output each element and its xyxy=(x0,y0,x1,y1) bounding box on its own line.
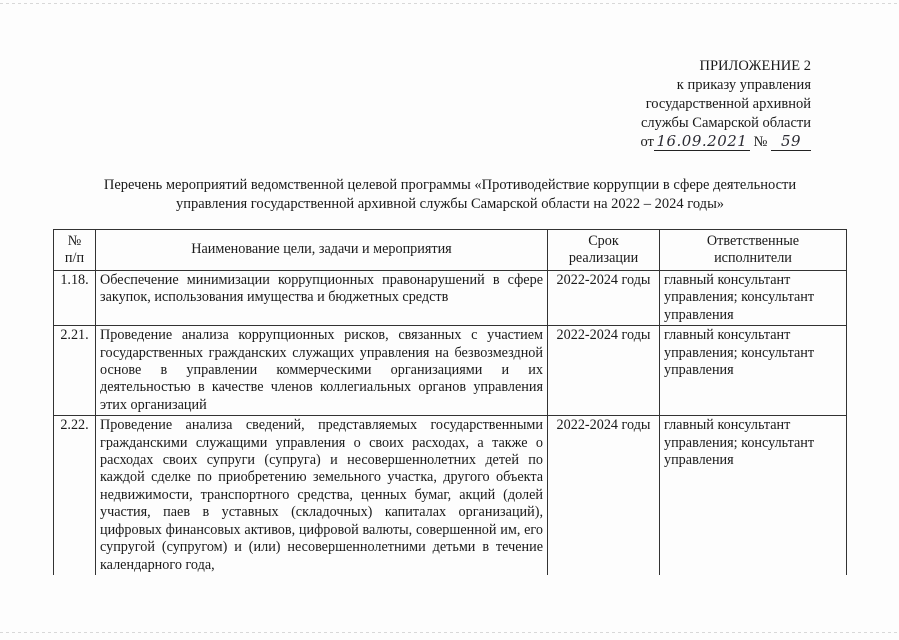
document-heading xyxy=(90,176,810,214)
appendix-title: ПРИЛОЖЕНИЕ 2 xyxy=(699,58,811,74)
appendix-stamp xyxy=(611,57,811,152)
table-row xyxy=(54,271,847,326)
row-responsible: главный консультант управления; консультант управления xyxy=(660,416,847,575)
header-responsible: Ответственные исполнители xyxy=(660,230,847,271)
from-label: от xyxy=(640,134,654,150)
row-number: 1.18. xyxy=(54,271,96,326)
appendix-line-2: государственной архивной xyxy=(645,96,811,112)
row-term: 2022-2024 годы xyxy=(548,416,660,575)
table-row xyxy=(54,416,847,575)
table-row xyxy=(54,326,847,416)
header-name: Наименование цели, задачи и мероприятия xyxy=(96,230,548,271)
heading-line-2: управления государственной архивной службы Самарской области на 2022 – 2024 годы» xyxy=(175,196,725,212)
row-responsible: главный консультант управления; консультант управления xyxy=(660,271,847,326)
handwritten-number: 59 xyxy=(780,132,802,150)
scan-artifact-bottom xyxy=(0,632,899,633)
row-measure: Проведение анализа коррупционных рисков, связанных с участием государственных гражданских служащих управления на безвозмездной основе в управлении коммерческими организациями и их деятельностью в качестве членов коллегиальных органов управления этих организаций xyxy=(96,326,548,416)
number-label: № xyxy=(753,134,768,150)
appendix-line-1: к приказу управления xyxy=(676,77,811,93)
row-term: 2022-2024 годы xyxy=(548,326,660,416)
row-responsible: главный консультант управления; консультант управления xyxy=(660,326,847,416)
row-measure: Обеспечение минимизации коррупционных правонарушений в сфере закупок, использования имущества и бюджетных средств xyxy=(96,271,548,326)
row-number: 2.22. xyxy=(54,416,96,575)
table-header-row xyxy=(54,230,847,271)
header-number: № п/п xyxy=(54,230,96,271)
heading-line-1: Перечень мероприятий ведомственной целевой программы «Противодействие коррупции в сфере деятельности xyxy=(103,177,797,193)
handwritten-date: 16.09.2021 xyxy=(656,132,748,150)
row-term: 2022-2024 годы xyxy=(548,271,660,326)
appendix-line-3: службы Самарской области xyxy=(640,115,811,131)
scan-artifact-top xyxy=(0,3,899,4)
measures-table xyxy=(53,229,847,575)
header-term: Срок реализации xyxy=(548,230,660,271)
order-date-number xyxy=(611,133,811,152)
row-measure: Проведение анализа сведений, представляемых государственными гражданскими служащими управления о своих расходах, а также о расходах своих супруги (супруга) и несовершеннолетних детей по каждой сделке по приобретению земельного участка, другого объекта недвижимости, транспортного средства, ценных бумаг, акций (долей участия, паев в уставных (складочных) капиталах организаций), цифровых финансовых активов, цифровой валюты, совершенной им, его супругой (супругом) и (или) несовершеннолетними детьми в течение календарного года, xyxy=(96,416,548,575)
row-number: 2.21. xyxy=(54,326,96,416)
